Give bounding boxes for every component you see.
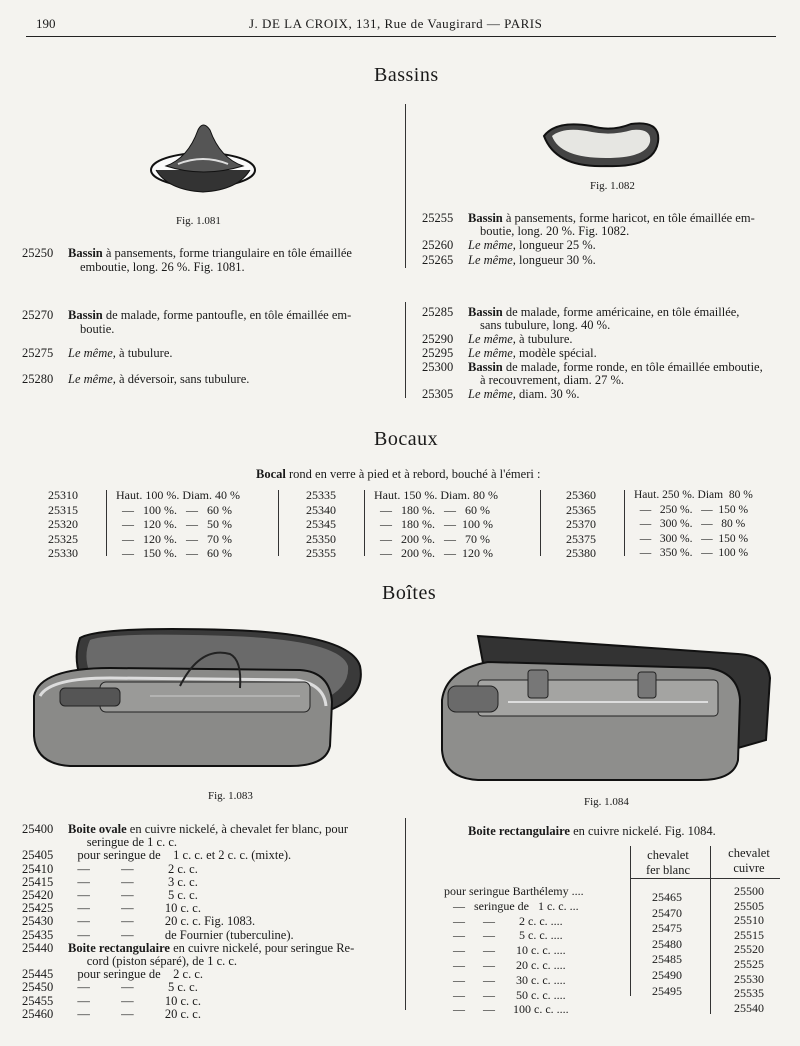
entry-text: pour seringue de 2 c. c. — [68, 967, 204, 982]
entry-text: — — 10 c. c. — [68, 901, 201, 916]
bocaux-divider — [540, 490, 541, 556]
ref-number: 25425 — [22, 901, 54, 916]
entry-text: — — 10 c. c. — [68, 993, 201, 1008]
catalog-entry-continued: à recouvrement, diam. 27 %. — [480, 373, 625, 387]
ref-number: 25255 — [422, 211, 454, 225]
ref-number: 25260 — [422, 238, 454, 252]
figure-1084-rectangular-syringe-box — [438, 630, 774, 782]
ref-number: 25275 — [22, 346, 54, 360]
ref-number: 25430 — [22, 914, 54, 929]
catalog-entry-continued: emboutie, long. 26 %. Fig. 1081. — [80, 260, 245, 274]
header-rule — [26, 36, 776, 37]
column-header-fer-blanc: chevalet fer blanc — [645, 848, 691, 877]
table-divider — [710, 846, 711, 1014]
figure-1081-basin-triangular — [148, 118, 258, 198]
catalog-entry-continued: boutie. — [80, 322, 115, 336]
bocaux-refs-col2: 25335 25340 25345 25350 25355 — [306, 488, 336, 560]
entry-text: en cuivre nickelé, pour seringue Re- — [169, 940, 355, 955]
entry-bold-label: Boite ovale — [68, 822, 127, 836]
figure-caption-1084: Fig. 1.084 — [584, 796, 629, 808]
ref-number: 25410 — [22, 861, 54, 876]
boites-right-fer-refs: 25465 25470 25475 25480 25485 25490 25495 — [652, 890, 682, 998]
ref-number: 25250 — [22, 246, 54, 260]
catalog-entry: Bassin à pansements, forme haricot, en tôle émaillée em- — [468, 211, 755, 225]
ref-number: 25415 — [22, 874, 54, 889]
catalog-entry: Le même, à déversoir, sans tubulure. — [68, 372, 250, 386]
catalog-entry: Bassin de malade, forme américaine, en tôle émaillée, — [468, 305, 740, 319]
figure-1082-basin-kidney — [536, 114, 666, 176]
entry-text: — — 2 c. c. — [68, 861, 198, 876]
entry-bold-label: Boite rectangulaire — [68, 940, 170, 955]
figure-caption-1081: Fig. 1.081 — [176, 215, 221, 227]
ref-number: 25445 — [22, 967, 54, 982]
entry-text: cord (piston séparé), de 1 c. c. — [68, 954, 238, 968]
ref-number: 25295 — [422, 346, 454, 360]
catalog-entry: Le même, longueur 25 %. — [468, 238, 596, 252]
entry-text: — — 5 c. c. — [68, 980, 198, 995]
catalog-entry: Bassin de malade, forme ronde, en tôle émaillée emboutie, — [468, 360, 763, 374]
boites-right-labels: pour seringue Barthélemy .... — seringue de 1 c. c. ... — — 2 c. c. .... — — 5 c. c. .... — — 10 c. c. .... — — 20 c. c. .... — — 30 c. c. .... — — 50 c. c. .... — — 100 c. c. .... — [444, 884, 584, 1017]
ref-number: 25290 — [422, 332, 454, 346]
entry-text: — — de Fournier (tuberculine). — [68, 927, 294, 942]
bocaux-divider — [364, 490, 365, 556]
bocaux-intro: Bocal rond en verre à pied et à rebord, bouché à l'émeri : — [256, 467, 541, 481]
entry-text: pour seringue de 1 c. c. et 2 c. c. (mixte). — [68, 848, 292, 863]
catalog-entry: Le même, à tubulure. — [468, 332, 573, 346]
section-title-boites: Boîtes — [382, 582, 437, 604]
catalog-entry-continued: boutie, long. 20 %. Fig. 1082. — [480, 224, 630, 238]
entry-text: — — 20 c. c. — [68, 1006, 201, 1021]
entry-text: — — 5 c. c. — [68, 888, 198, 902]
ref-number: 25400 — [22, 822, 54, 836]
column-header-cuivre: chevalet cuivre — [728, 846, 770, 875]
catalog-entry: Bassin à pansements, forme triangulaire en tôle émaillée — [68, 246, 352, 260]
column-divider — [405, 104, 406, 268]
ref-number: 25440 — [22, 940, 54, 955]
page-title: J. DE LA CROIX, 131, Rue de Vaugirard — PARIS — [249, 16, 543, 31]
catalog-entry: Le même, longueur 30 %. — [468, 253, 596, 267]
ref-number: 25285 — [422, 305, 454, 319]
ref-number: 25300 — [422, 360, 454, 374]
catalog-entry: Le même, à tubulure. — [68, 346, 173, 360]
table-header-rule — [630, 878, 780, 879]
table-divider — [630, 846, 631, 996]
boites-right-intro: Boite rectangulaire en cuivre nickelé. Fig. 1084. — [468, 824, 716, 838]
catalog-entry — [68, 1007, 201, 1022]
ref-number: 25270 — [22, 308, 54, 322]
figure-caption-1083: Fig. 1.083 — [208, 790, 253, 802]
ref-number: 25455 — [22, 993, 54, 1008]
boites-right-cuivre-refs: 25500 25505 25510 25515 25520 25525 25530 25535 25540 — [734, 884, 764, 1015]
ref-number: 25460 — [22, 1006, 54, 1021]
page-number: 190 — [36, 16, 56, 31]
column-divider — [405, 302, 406, 398]
bocaux-divider — [278, 490, 279, 556]
ref-number: 25405 — [22, 848, 54, 863]
catalog-entry: Bassin de malade, forme pantoufle, en tôle émaillée em- — [68, 308, 352, 322]
ref-number: 25265 — [422, 253, 454, 267]
entry-text: en cuivre nickelé, à chevalet fer blanc, pour — [126, 822, 349, 836]
ref-number: 25435 — [22, 927, 54, 942]
column-divider — [405, 818, 406, 1010]
ref-number: 25420 — [22, 888, 54, 902]
bocaux-divider — [624, 490, 625, 556]
section-title-bocaux: Bocaux — [374, 428, 439, 450]
catalog-entry: Le même, diam. 30 %. — [468, 387, 580, 401]
entry-text: seringue de 1 c. c. — [68, 835, 177, 850]
bocaux-values-col1: Haut. 100 %. Diam. 40 % — 100 %. — 60 % — 120 %. — 50 % — 120 %. — 70 % — 150 %. — 60 % — [116, 488, 240, 560]
bocaux-refs-col1: 25310 25315 25320 25325 25330 — [48, 488, 78, 560]
ref-number: 25305 — [422, 387, 454, 401]
bocaux-divider — [106, 490, 107, 556]
bocaux-values-col2: Haut. 150 %. Diam. 80 % — 180 %. — 60 % — 180 %. — 100 % — 200 %. — 70 % — 200 %. — 120 % — [374, 488, 498, 560]
catalog-entry-continued: sans tubulure, long. 40 %. — [480, 318, 611, 332]
catalog-entry: Le même, modèle spécial. — [468, 346, 597, 360]
ref-number: 25450 — [22, 980, 54, 995]
bocaux-values-col3: Haut. 250 %. Diam 80 % — 250 %. — 150 % — 300 %. — 80 % — 300 %. — 150 % — 350 %. — 100 % — [634, 489, 753, 559]
bocaux-refs-col3: 25360 25365 25370 25375 25380 — [566, 488, 596, 560]
entry-text: — — 3 c. c. — [68, 874, 198, 889]
section-title-bassins: Bassins — [374, 64, 439, 86]
figure-1083-oval-syringe-box — [30, 626, 366, 768]
ref-number: 25280 — [22, 372, 54, 386]
figure-caption-1082: Fig. 1.082 — [590, 180, 635, 192]
entry-text: — — 20 c. c. Fig. 1083. — [68, 914, 256, 929]
